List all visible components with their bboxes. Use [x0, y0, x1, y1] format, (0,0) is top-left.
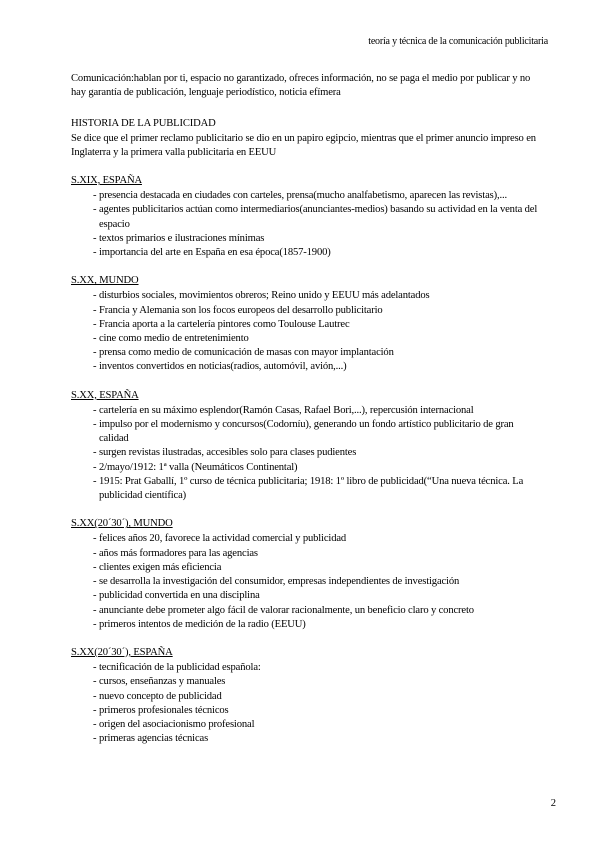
- list-item: - anunciante debe prometer algo fácil de valorar racionalmente, un beneficio claro y concreto: [71, 604, 541, 618]
- section-title: S.XX, ESPAÑA: [71, 389, 139, 401]
- intro-paragraph: Comunicación:hablan por ti, espacio no garantizado, ofreces información, no se paga el medio por publicar y no hay garantía de publicación, lenguaje periodístico, noticia efímera: [71, 73, 531, 99]
- list-item: - origen del asociacionismo profesional: [71, 718, 541, 732]
- section-s20-2030-mundo: [71, 517, 541, 632]
- bullet-list: [71, 189, 541, 260]
- list-item: - 1915: Prat Gaballí, 1º curso de técnica publicitaria; 1918: 1º libro de publicidad(“Una nueva técnica. La publicidad científica): [71, 475, 541, 503]
- list-item: - importancia del arte en España en esa época(1857-1900): [71, 246, 541, 260]
- section-s20-2030-espana: [71, 646, 541, 746]
- bullet-list: [71, 661, 541, 746]
- list-item: - primeros profesionales técnicos: [71, 704, 541, 718]
- list-item: - años más formadores para las agencias: [71, 547, 541, 561]
- section-s19-espana: [71, 174, 541, 260]
- list-item: - presencia destacada en ciudades con carteles, prensa(mucho analfabetismo, aparecen las revistas),...: [71, 189, 541, 203]
- bullet-list: [71, 289, 541, 374]
- list-item: - Francia y Alemania son los focos europeos del desarrollo publicitario: [71, 304, 541, 318]
- list-item: - primeros intentos de medición de la radio (EEUU): [71, 618, 541, 632]
- list-item: - prensa como medio de comunicación de masas con mayor implantación: [71, 346, 541, 360]
- bullet-list: [71, 404, 541, 503]
- list-item: - primeras agencias técnicas: [71, 732, 541, 746]
- list-item: - cartelería en su máximo esplendor(Ramón Casas, Rafael Bori,...), repercusión internacional: [71, 404, 541, 418]
- list-item: - tecnificación de la publicidad española:: [71, 661, 541, 675]
- section-s20-espana: [71, 389, 541, 504]
- list-item: - inventos convertidos en noticias(radios, automóvil, avión,...): [71, 360, 541, 374]
- section-title: S.XX, MUNDO: [71, 275, 139, 287]
- section-title: S.XX(20´30´), MUNDO: [71, 518, 173, 530]
- section-title: S.XIX, ESPAÑA: [71, 175, 142, 187]
- list-item: - disturbios sociales, movimientos obreros; Reino unido y EEUU más adelantados: [71, 289, 541, 303]
- list-item: - felices años 20, favorece la actividad comercial y publicidad: [71, 532, 541, 546]
- list-item: - impulso por el modernismo y concursos(Codorníu), generando un fondo artístico publicitario de gran calidad: [71, 418, 541, 446]
- list-item: - cine como medio de entretenimiento: [71, 332, 541, 346]
- section-s20-mundo: [71, 274, 541, 374]
- historia-paragraph: Se dice que el primer reclamo publicitario se dio en un papiro egipcio, mientras que el primer anuncio impreso en Inglaterra y la primera valla publicitaria en EEUU: [71, 132, 536, 158]
- list-item: - Francia aporta a la cartelería pintores como Toulouse Lautrec: [71, 318, 541, 332]
- bullet-list: [71, 532, 541, 631]
- list-item: - surgen revistas ilustradas, accesibles solo para clases pudientes: [71, 446, 541, 460]
- list-item: - se desarrolla la investigación del consumidor, empresas independientes de investigación: [71, 575, 541, 589]
- document-body: [71, 72, 541, 760]
- list-item: - cursos, enseñanzas y manuales: [71, 675, 541, 689]
- list-item: - agentes publicitarios actúan como intermediarios(anunciantes-medios) basando su actividad en la venta del espacio: [71, 203, 541, 231]
- page-number: 2: [550, 798, 556, 809]
- list-item: - clientes exigen más eficiencia: [71, 561, 541, 575]
- historia-title: HISTORIA DE LA PUBLICIDAD: [71, 118, 216, 130]
- list-item: - nuevo concepto de publicidad: [71, 690, 541, 704]
- section-title: S.XX(20´30´), ESPAÑA: [71, 646, 173, 658]
- list-item: - 2/mayo/1912: 1ª valla (Neumáticos Continental): [71, 461, 541, 475]
- list-item: - publicidad convertida en una disciplina: [71, 589, 541, 603]
- running-header: teoría y técnica de la comunicación publicitaria: [368, 36, 548, 47]
- list-item: - textos primarios e ilustraciones mínimas: [71, 232, 541, 246]
